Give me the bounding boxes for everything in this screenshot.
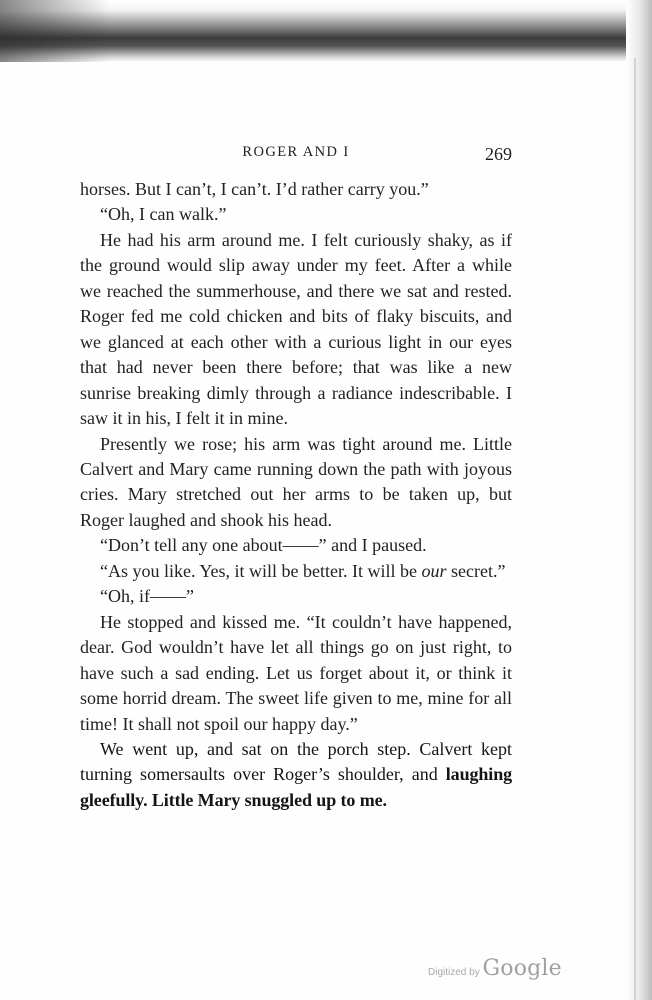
- paragraph: “Don’t tell any one about——” and I paused.: [100, 535, 427, 556]
- paragraph-text: “As you like. Yes, it will be better. It will be: [100, 560, 422, 581]
- running-title: ROGER AND I: [242, 144, 350, 160]
- paragraph: [80, 559, 512, 584]
- heavy-print-text: laughing gleefully. Little Mary snuggled up to me.: [80, 764, 512, 810]
- paragraph: Presently we rose; his arm was tight around me. Little Calvert and Mary came running down the path with joyous cries. Mary stretched out her arms to be taken up, but Roger laughed and shook his head.: [80, 433, 512, 530]
- digitized-label: Digitized by: [428, 967, 480, 978]
- paragraph: [80, 737, 512, 813]
- paragraph: “Oh, I can walk.”: [100, 204, 227, 225]
- paragraph-text: secret.”: [446, 560, 506, 581]
- emphasis-text: our: [421, 560, 447, 581]
- scan-page-edge: [626, 0, 652, 1000]
- scan-shadow-corner: [0, 0, 110, 62]
- running-head: [80, 144, 512, 168]
- paragraph-text: We went up, and sat on the porch step. Calvert kept turning somersaults over Roger’s shoulder, and: [80, 738, 512, 785]
- scan-edge-line: [634, 58, 636, 1000]
- paragraph: He stopped and kissed me. “It couldn’t have happened, dear. God wouldn’t have let all things go on just right, to have such a sad ending. Let us forget about it, or think it some horrid dream. The sweet life given to me, mine for all time! It shall not spoil our happy day.”: [80, 611, 512, 734]
- digitized-watermark: [428, 956, 562, 981]
- google-logo: Google: [482, 956, 562, 981]
- page-number: 269: [485, 144, 512, 164]
- paragraph: He had his arm around me. I felt curiously shaky, as if the ground would slip away under my feet. After a while we reached the summerhouse, and there we sat and rested. Roger fed me cold chicken and bits of flaky biscuits, and we glanced at each other with a curious light in our eyes that had never been there before; that was like a new sunrise breaking dimly through a radiance indescribable. I saw it in his, I felt it in mine.: [80, 229, 512, 429]
- paragraph: “Oh, if——”: [100, 586, 194, 607]
- body-text: [80, 177, 512, 813]
- paragraph: horses. But I can’t, I can’t. I’d rather carry you.”: [80, 179, 429, 199]
